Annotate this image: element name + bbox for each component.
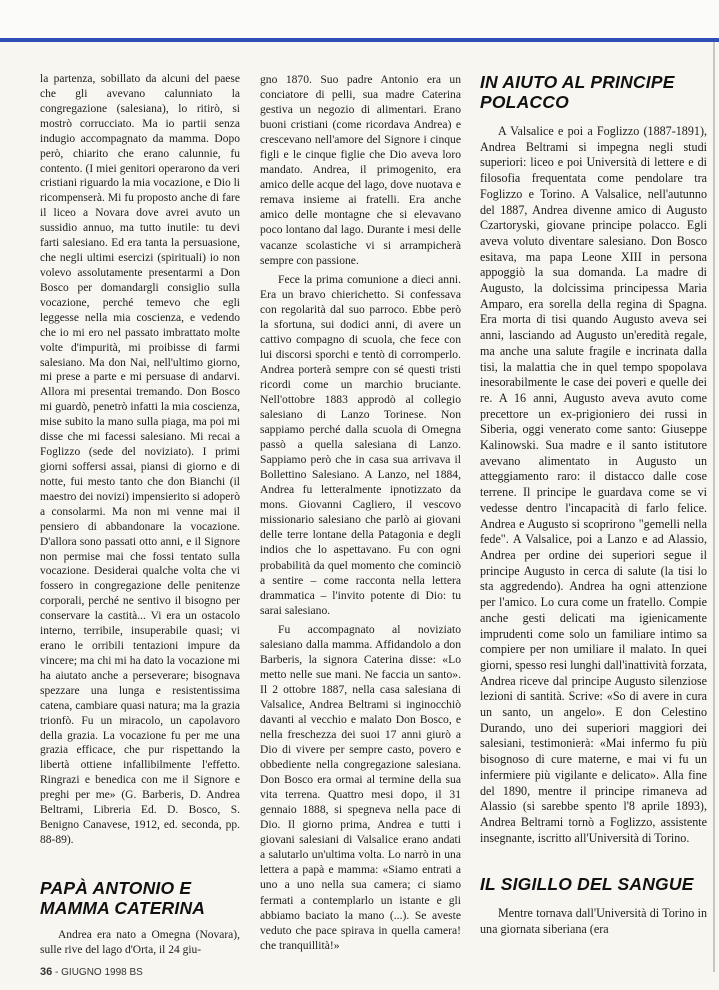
body-paragraph: la partenza, sobillato da alcuni del paese che gli avevano calunniato la congregazione (salesiana), lo ritirò, si mostrò corrucciato. Ma io partii senza indugio accompagnato da mamma. Dopo però, chiarito che erano calunnie, fu contento. (I miei genitori operarono da veri cristiani riguardo la mia vocazione, e Dio li ricompenserà. Mi fu proposto anche di fare il liceo a Novara dove avrei avuto un sussidio annuo, ma tutto inutile: tu devi farti salesiano. Ed era tanta la persuasione, che negli ultimi esercizi (spirituali) io non volevo assolutamente presentarmi a Don Bosco per domandargli consiglio sulla vocazione, perché temevo che egli leggesse nella mia coscienza, e vedendo che io mi ero nel passato imbrattato molte volte d'impurità, mi proibisse di farmi salesiano. Ma don Nai, nell'ultimo giorno, mi prese a parte e mi persuase di andarvi. Allora mi presentai tremando. Don Bosco mi guardò, penetrò infatti la mia coscienza, mise subito la mano sulla piaga, ma poi mi disse che mi facessi salesiano. Mi recai a Foglizzo (sede del noviziato). I primi giorni soffersi assai, piansi di giorno e di notte, fui mesto tanto che don Bianchi (il maestro dei novizi) impensierito si adoperò a consolarmi. Ma non mi venne mai il pensiero di abbandonare la vocazione. D'allora sono passati otto anni, e il Signore non permise mai che fossi tentato sulla vocazione. Desiderai qualche volta che vi fossero in congregazione delle penitenze corporali, perché ne sentivo il bisogno per conservare la castità... Vi era un ostacolo interno, terribile, insuperabile quasi; vi erano le orribili tentazioni impure da vincere; ma chi mi ha dato la vocazione mi ha aiutato anche a perseverare; bisognava spezzare una lunga e resistentissima catena, cambiare quasi natura; ma la grazia trionfò. Fu un miracolo, un capolavoro della grazia. La vocazione fu per me una grazia efficace, che pur rispettando la libertà ottiene infallibilmente l'effetto. Ringrazi e benedica con me il Signore e preghi per me» (G. Barberis, D. Andrea Beltrami, Libreria Ed. D. Bosco, S. Benigno Canavese, 1912, ed. seconda, pp. 88-89). xyxy=(40,73,240,847)
body-paragraph: A Valsalice e poi a Foglizzo (1887-1891), Andrea Beltrami si impegna negli studi superiori: liceo e poi Università di lettere e di filosofia frequentata come pendolare tra Foglizzo e Torino. A Valsalice, nell'autunno del 1887, Andrea divenne amico di Augusto Czartoryski, giovane principe polacco. Egli aveva voluto diventare salesiano. Don Bosco esitava, ma papa Leone XIII in persona appoggiò la sua domanda. La madre di Augusto, la dolcissima principessa Maria Amparo, era sorella della regina di Spagna. Era morta di tisi quando Augusto aveva sei anni, lasciando ad Augusto un'eredità regale, ma anche una salute fragile e incrinata dalla tisi, la malattia che in quel tempo spopolava inesorabilmente le case dei poveri e quelle dei re. A 16 anni, Augusto aveva avuto come precettore un ex-prigioniero dei russi in Siberia, oggi venerato come santo: Giuseppe Kalinowski. Sua madre e il santo istitutore avevano alimentato in Augusto un atteggiamento raro: il distacco dalle cose terrene. Il principe le guardava come se vi vedesse dentro l'incapacità di farlo felice. Andrea e Augusto si scoprirono "gemelli nella fede". A Valsalice, poi a Lanzo e ad Alassio, Andrea per ordine dei superiori segue il principe Augusto in cerca di salute (la tisi lo sta aggredendo). Andrea ha ogni attenzione per l'amico. Lo cura come un fratello. Compie anche gesti delicati ma igienicamente imprudenti come solo un familiare intimo sa compiere per non umiliare il malato. In quei giorni, spesso resi lunghi dall'inattività forzata, Andrea riceve dal principe Augusto silenziose lezioni di santità. Scrive: «So di avere in cura un santo, un angelo». E don Celestino Durando, uno dei superiori maggiori dei salesiani, testimonierà: «Mai infermo fu più bisognoso di cure materne, e mai vi fu un infermiere più vigilante e delicato». Alla fine del 1890, mentre il principe rimaneva ad Alassio (si sarebbe spento l'8 aprile 1893), Andrea Beltrami tornò a Foglizzo, assistente insegnante, iscritto all'Università di Torino. xyxy=(480,124,707,845)
header-rule xyxy=(0,38,719,42)
page-edge-rule xyxy=(713,42,715,972)
section-heading: PAPÀ ANTONIO E MAMMA CATERINA xyxy=(40,877,206,918)
section-heading: IL SIGILLO DEL SANGUE xyxy=(480,874,694,895)
page-number: 36 xyxy=(40,966,53,978)
body-paragraph: gno 1870. Suo padre Antonio era un conciatore di pelli, sua madre Caterina gestiva un negozio di alimentari. Erano buoni cristiani (come ricordava Andrea) e crescevano nell'amore del Signore i cinque figli e le cinque figlie che Dio aveva loro mandato. Andrea, il primogenito, era amico delle acque del lago, dove nuotava e remava insieme ai fratelli. Era anche amico delle montagne che si elevavano poco lontano dal lago. Durante i mesi delle vacanze scolastiche vi si arrampicherà sempre con passione. xyxy=(260,73,461,267)
column-2 xyxy=(260,72,461,953)
body-paragraph: Andrea era nato a Omegna (Novara), sulle rive del lago d'Orta, il 24 giu- xyxy=(40,928,240,956)
body-paragraph: Mentre tornava dall'Università di Torino in una giornata siberiana (era xyxy=(480,906,707,937)
body-paragraph: Fece la prima comunione a dieci anni. Era un bravo chierichetto. Si confessava con regolarità dal suo parroco. Ebbe però la sfortuna, sui dodici anni, di avere un cattivo compagno di scuola, che fece con lui discorsi sporchi e tentò di corromperlo. Andrea porterà sempre con sé questi tristi ricordi come un marchio bruciante. Nell'ottobre 1883 approdò al collegio salesiano di Lanzo Torinese. Non sappiamo perché dalla scuola di Omegna passò a quella salesiana di Lanzo. Sappiamo però che in casa sua arrivava il Bollettino Salesiano. A Lanzo, nel 1884, Andrea fu letteralmente ipnotizzato da mons. Giovanni Cagliero, il vescovo missionario salesiano che parlò ai giovani delle terre lontane della Patagonia e degli indios che lo aspettavano. Fu con ogni probabilità da quel momento che cominciò a sentire – come racconta nella lettera drammatica – l'invito potente di Dio: tu sarai salesiano. xyxy=(260,272,461,617)
body-paragraph: Fu accompagnato al noviziato salesiano dalla mamma. Affidandolo a don Barberis, la signora Caterina disse: «Lo metto nelle sue mani. Ne faccia un santo». Il 2 ottobre 1887, nella casa salesiana di Valsalice, Andrea Beltrami si inginocchiò davanti al vecchio e malato Don Bosco, e nella freschezza dei suoi 17 anni giurò a Dio di vivere per sempre casto, povero e obbediente nella congregazione salesiana. Don Bosco era ormai al termine della sua vita terrena. Quattro mesi dopo, il 31 gennaio 1888, si spegneva nella pace di Dio. Il giorno prima, Andrea e tutti i giovani salesiani di Valsalice erano andati a salutarlo un'ultima volta. Lo narrò in una lettera a papà e mamma: «Siamo entrati a uno a uno nella sua camera; ci siamo fermati a contemplarlo un istante e gli abbiamo baciato la mano (...). Se aveste veduto che pace spirava in quella camera! che tranquillità!» xyxy=(260,622,461,952)
section-heading: IN AIUTO AL PRINCIPE POLACCO xyxy=(480,72,675,112)
issue-label: - GIUGNO 1998 BS xyxy=(55,967,143,978)
column-1 xyxy=(40,72,240,958)
column-3 xyxy=(480,72,707,938)
page-header-area xyxy=(0,0,719,38)
page-footer xyxy=(40,966,143,978)
